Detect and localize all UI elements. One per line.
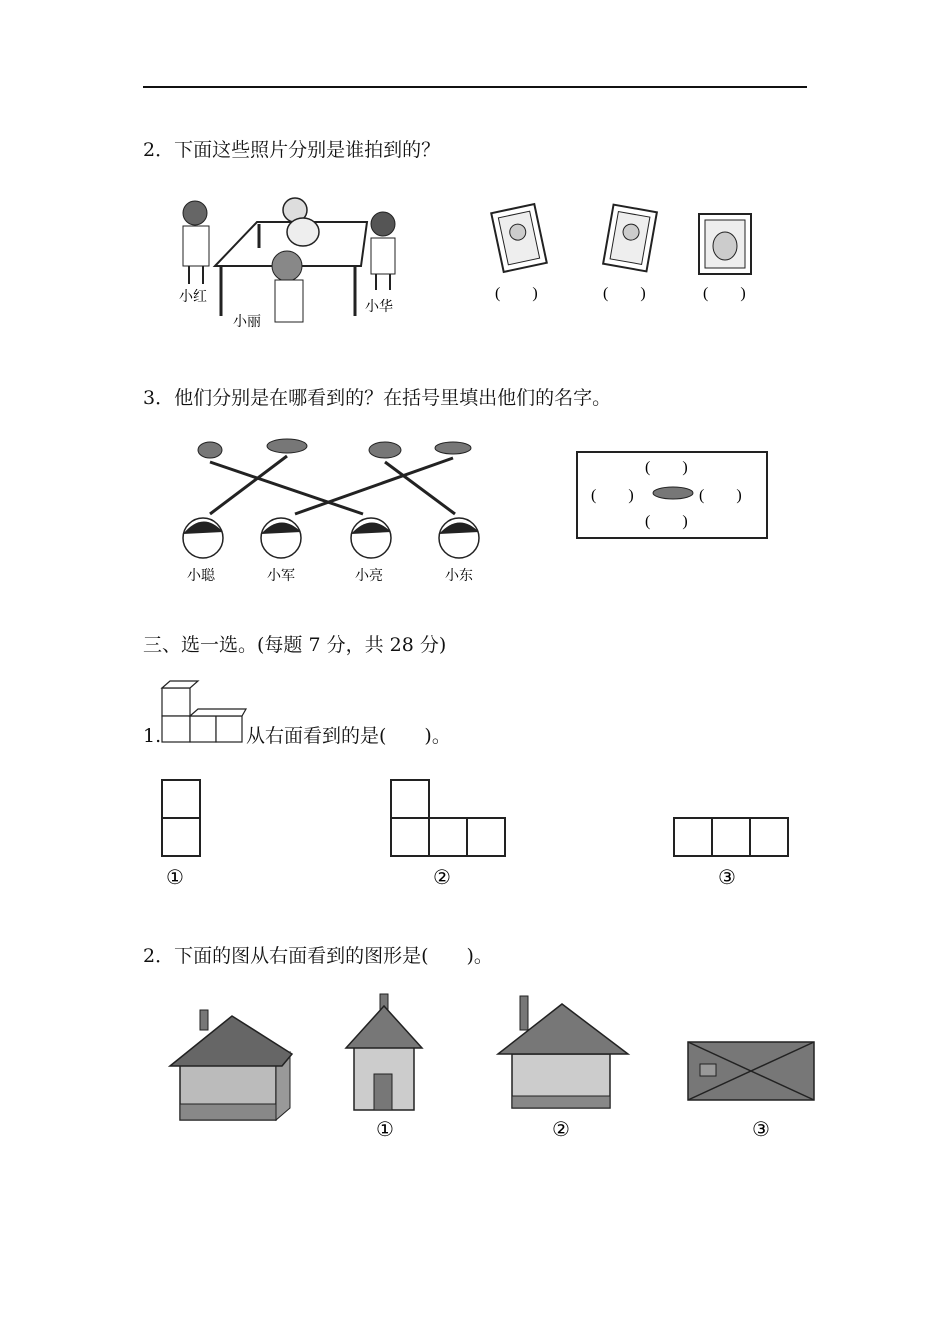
name-label: 小军 — [267, 568, 295, 584]
boy-xiaodong-icon — [439, 518, 479, 558]
q2-figure — [175, 188, 755, 336]
option-label: ③ — [718, 865, 736, 889]
top-rule — [143, 86, 807, 88]
s3-q1-text: 从右面看到的是( )。 — [246, 725, 451, 747]
photo-3-icon — [699, 214, 751, 274]
boy-xiaoliang-icon — [351, 518, 391, 558]
q3-title: 3．他们分别是在哪看到的？在括号里填出他们的名字。 — [143, 387, 612, 409]
answer-blank[interactable]: ( ) — [603, 285, 646, 302]
option-2-figure — [391, 780, 505, 856]
option-label: ② — [433, 865, 451, 889]
name-label: 小华 — [365, 299, 393, 315]
option-label: ② — [552, 1117, 570, 1140]
q3-figure — [175, 432, 775, 588]
option-label: ③ — [752, 1117, 770, 1140]
dolphin-icon — [653, 487, 693, 499]
girl-xiaohong-icon — [183, 201, 209, 284]
q2-title: 2．下面这些照片分别是谁拍到的？ — [143, 139, 441, 161]
answer-blank[interactable]: ( ) — [495, 285, 538, 302]
name-label: 小聪 — [187, 568, 215, 584]
option-1-figure — [162, 780, 200, 856]
photo-1-icon — [491, 204, 547, 272]
answer-blank[interactable]: ( ) — [699, 487, 742, 504]
option-3-figure — [674, 818, 788, 856]
dolphin-icon — [267, 439, 307, 453]
dolphin-icon — [435, 442, 471, 454]
answer-blank[interactable]: ( ) — [703, 285, 746, 302]
s3-q2-title: 2．下面的图从右面看到的图形是( )。 — [143, 945, 493, 967]
cube-stack-figure — [158, 680, 248, 744]
option-1-house-icon — [346, 994, 422, 1110]
dolphin-icon — [198, 442, 222, 458]
answer-blank[interactable]: ( ) — [645, 459, 688, 476]
name-label: 小东 — [445, 568, 473, 584]
house-icon — [170, 1010, 292, 1120]
boy-xiaocong-icon — [183, 518, 223, 558]
option-label: ① — [376, 1117, 394, 1140]
boy-xiaojun-icon — [261, 518, 301, 558]
option-label: ① — [166, 865, 184, 889]
name-label: 小亮 — [355, 568, 383, 584]
option-3-roof-icon — [688, 1042, 814, 1100]
girl-xiaohua-icon — [371, 212, 395, 290]
s3-q2-figure — [168, 992, 820, 1140]
s3-q1-options — [158, 776, 798, 890]
answer-blank[interactable]: ( ) — [591, 487, 634, 504]
name-label: 小红 — [179, 289, 207, 305]
section3-title: 三、选一选。(每题 7 分，共 28 分) — [143, 634, 447, 656]
name-label: 小丽 — [233, 314, 261, 330]
photo-2-icon — [603, 205, 657, 272]
s3-q1-number: 1. — [143, 725, 162, 747]
girl-xiaoli-icon — [272, 251, 303, 322]
option-2-house-icon — [498, 996, 628, 1108]
answer-blank[interactable]: ( ) — [645, 513, 688, 530]
dolphin-icon — [369, 442, 401, 458]
